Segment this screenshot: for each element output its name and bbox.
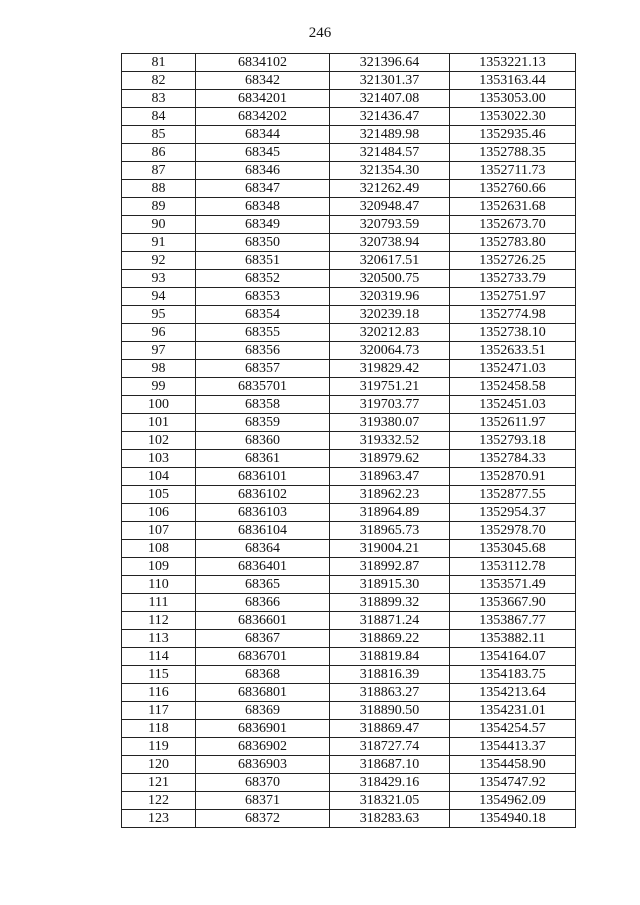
point-id-cell: 68359 [196, 414, 330, 432]
point-id-cell: 68346 [196, 162, 330, 180]
point-id-cell: 6834202 [196, 108, 330, 126]
x-coordinate-cell: 318979.62 [330, 450, 450, 468]
point-id-cell: 68347 [196, 180, 330, 198]
table-row [122, 288, 576, 306]
y-coordinate-cell: 1354940.18 [450, 810, 576, 828]
point-id-cell: 6834102 [196, 54, 330, 72]
point-id-cell: 68345 [196, 144, 330, 162]
y-coordinate-cell: 1354413.37 [450, 738, 576, 756]
row-index-cell: 101 [122, 414, 196, 432]
table-row [122, 342, 576, 360]
row-index-cell: 112 [122, 612, 196, 630]
y-coordinate-cell: 1352935.46 [450, 126, 576, 144]
y-coordinate-cell: 1352611.97 [450, 414, 576, 432]
point-id-cell: 6836103 [196, 504, 330, 522]
row-index-cell: 85 [122, 126, 196, 144]
table-row [122, 432, 576, 450]
x-coordinate-cell: 320500.75 [330, 270, 450, 288]
row-index-cell: 87 [122, 162, 196, 180]
x-coordinate-cell: 318964.89 [330, 504, 450, 522]
row-index-cell: 119 [122, 738, 196, 756]
point-id-cell: 68357 [196, 360, 330, 378]
row-index-cell: 111 [122, 594, 196, 612]
row-index-cell: 123 [122, 810, 196, 828]
y-coordinate-cell: 1354183.75 [450, 666, 576, 684]
point-id-cell: 68366 [196, 594, 330, 612]
y-coordinate-cell: 1352633.51 [450, 342, 576, 360]
y-coordinate-cell: 1353882.11 [450, 630, 576, 648]
table-row [122, 612, 576, 630]
x-coordinate-cell: 318869.22 [330, 630, 450, 648]
table-row [122, 468, 576, 486]
x-coordinate-cell: 318283.63 [330, 810, 450, 828]
point-id-cell: 6836104 [196, 522, 330, 540]
y-coordinate-cell: 1352774.98 [450, 306, 576, 324]
y-coordinate-cell: 1353867.77 [450, 612, 576, 630]
row-index-cell: 82 [122, 72, 196, 90]
table-row [122, 792, 576, 810]
table-row [122, 54, 576, 72]
point-id-cell: 68342 [196, 72, 330, 90]
y-coordinate-cell: 1352471.03 [450, 360, 576, 378]
y-coordinate-cell: 1352788.35 [450, 144, 576, 162]
table-row [122, 216, 576, 234]
y-coordinate-cell: 1352793.18 [450, 432, 576, 450]
row-index-cell: 94 [122, 288, 196, 306]
y-coordinate-cell: 1352458.58 [450, 378, 576, 396]
y-coordinate-cell: 1354213.64 [450, 684, 576, 702]
row-index-cell: 90 [122, 216, 196, 234]
table-row [122, 702, 576, 720]
row-index-cell: 96 [122, 324, 196, 342]
table-row [122, 594, 576, 612]
table-row [122, 450, 576, 468]
y-coordinate-cell: 1352877.55 [450, 486, 576, 504]
x-coordinate-cell: 321489.98 [330, 126, 450, 144]
row-index-cell: 81 [122, 54, 196, 72]
point-id-cell: 68360 [196, 432, 330, 450]
point-id-cell: 6835701 [196, 378, 330, 396]
table-row [122, 162, 576, 180]
x-coordinate-cell: 321484.57 [330, 144, 450, 162]
table-row [122, 108, 576, 126]
y-coordinate-cell: 1353053.00 [450, 90, 576, 108]
table-row [122, 720, 576, 738]
row-index-cell: 105 [122, 486, 196, 504]
y-coordinate-cell: 1353022.30 [450, 108, 576, 126]
table-row [122, 72, 576, 90]
table-row [122, 666, 576, 684]
table-row [122, 198, 576, 216]
x-coordinate-cell: 319751.21 [330, 378, 450, 396]
point-id-cell: 6836901 [196, 720, 330, 738]
table-row [122, 522, 576, 540]
y-coordinate-cell: 1352870.91 [450, 468, 576, 486]
table-row [122, 90, 576, 108]
point-id-cell: 68367 [196, 630, 330, 648]
x-coordinate-cell: 319004.21 [330, 540, 450, 558]
y-coordinate-cell: 1352673.70 [450, 216, 576, 234]
row-index-cell: 116 [122, 684, 196, 702]
y-coordinate-cell: 1352751.97 [450, 288, 576, 306]
table-row [122, 414, 576, 432]
row-index-cell: 93 [122, 270, 196, 288]
x-coordinate-cell: 320793.59 [330, 216, 450, 234]
y-coordinate-cell: 1352783.80 [450, 234, 576, 252]
row-index-cell: 100 [122, 396, 196, 414]
coordinates-table [121, 53, 576, 828]
row-index-cell: 107 [122, 522, 196, 540]
x-coordinate-cell: 318727.74 [330, 738, 450, 756]
x-coordinate-cell: 318890.50 [330, 702, 450, 720]
y-coordinate-cell: 1353045.68 [450, 540, 576, 558]
page-number: 246 [308, 25, 332, 41]
table-row [122, 684, 576, 702]
row-index-cell: 108 [122, 540, 196, 558]
y-coordinate-cell: 1352631.68 [450, 198, 576, 216]
y-coordinate-cell: 1352726.25 [450, 252, 576, 270]
x-coordinate-cell: 320738.94 [330, 234, 450, 252]
point-id-cell: 6836101 [196, 468, 330, 486]
y-coordinate-cell: 1352711.73 [450, 162, 576, 180]
x-coordinate-cell: 318899.32 [330, 594, 450, 612]
row-index-cell: 104 [122, 468, 196, 486]
row-index-cell: 98 [122, 360, 196, 378]
y-coordinate-cell: 1354254.57 [450, 720, 576, 738]
x-coordinate-cell: 318816.39 [330, 666, 450, 684]
table-row [122, 576, 576, 594]
y-coordinate-cell: 1352954.37 [450, 504, 576, 522]
x-coordinate-cell: 321354.30 [330, 162, 450, 180]
point-id-cell: 6836903 [196, 756, 330, 774]
y-coordinate-cell: 1352738.10 [450, 324, 576, 342]
row-index-cell: 113 [122, 630, 196, 648]
x-coordinate-cell: 319380.07 [330, 414, 450, 432]
point-id-cell: 6836701 [196, 648, 330, 666]
x-coordinate-cell: 318869.47 [330, 720, 450, 738]
x-coordinate-cell: 320239.18 [330, 306, 450, 324]
y-coordinate-cell: 1352784.33 [450, 450, 576, 468]
point-id-cell: 68348 [196, 198, 330, 216]
row-index-cell: 92 [122, 252, 196, 270]
row-index-cell: 109 [122, 558, 196, 576]
table-row [122, 504, 576, 522]
x-coordinate-cell: 320212.83 [330, 324, 450, 342]
x-coordinate-cell: 318962.23 [330, 486, 450, 504]
y-coordinate-cell: 1354747.92 [450, 774, 576, 792]
table-row [122, 810, 576, 828]
point-id-cell: 68354 [196, 306, 330, 324]
point-id-cell: 68364 [196, 540, 330, 558]
row-index-cell: 95 [122, 306, 196, 324]
coordinates-table-body [122, 54, 576, 828]
x-coordinate-cell: 318687.10 [330, 756, 450, 774]
x-coordinate-cell: 318819.84 [330, 648, 450, 666]
table-row [122, 630, 576, 648]
row-index-cell: 118 [122, 720, 196, 738]
x-coordinate-cell: 318871.24 [330, 612, 450, 630]
table-row [122, 396, 576, 414]
row-index-cell: 89 [122, 198, 196, 216]
point-id-cell: 68353 [196, 288, 330, 306]
y-coordinate-cell: 1354231.01 [450, 702, 576, 720]
x-coordinate-cell: 321436.47 [330, 108, 450, 126]
point-id-cell: 68352 [196, 270, 330, 288]
point-id-cell: 68349 [196, 216, 330, 234]
point-id-cell: 6836102 [196, 486, 330, 504]
table-row [122, 126, 576, 144]
row-index-cell: 86 [122, 144, 196, 162]
row-index-cell: 120 [122, 756, 196, 774]
row-index-cell: 106 [122, 504, 196, 522]
y-coordinate-cell: 1352760.66 [450, 180, 576, 198]
x-coordinate-cell: 321396.64 [330, 54, 450, 72]
table-row [122, 648, 576, 666]
point-id-cell: 6834201 [196, 90, 330, 108]
y-coordinate-cell: 1352978.70 [450, 522, 576, 540]
point-id-cell: 68351 [196, 252, 330, 270]
y-coordinate-cell: 1353571.49 [450, 576, 576, 594]
x-coordinate-cell: 318863.27 [330, 684, 450, 702]
row-index-cell: 84 [122, 108, 196, 126]
row-index-cell: 102 [122, 432, 196, 450]
row-index-cell: 110 [122, 576, 196, 594]
table-row [122, 324, 576, 342]
x-coordinate-cell: 320319.96 [330, 288, 450, 306]
row-index-cell: 83 [122, 90, 196, 108]
y-coordinate-cell: 1353221.13 [450, 54, 576, 72]
x-coordinate-cell: 321301.37 [330, 72, 450, 90]
table-row [122, 252, 576, 270]
y-coordinate-cell: 1353112.78 [450, 558, 576, 576]
table-row [122, 270, 576, 288]
x-coordinate-cell: 319332.52 [330, 432, 450, 450]
x-coordinate-cell: 319703.77 [330, 396, 450, 414]
x-coordinate-cell: 318992.87 [330, 558, 450, 576]
point-id-cell: 68356 [196, 342, 330, 360]
row-index-cell: 103 [122, 450, 196, 468]
point-id-cell: 6836401 [196, 558, 330, 576]
x-coordinate-cell: 318915.30 [330, 576, 450, 594]
x-coordinate-cell: 320948.47 [330, 198, 450, 216]
row-index-cell: 121 [122, 774, 196, 792]
point-id-cell: 68344 [196, 126, 330, 144]
y-coordinate-cell: 1352733.79 [450, 270, 576, 288]
point-id-cell: 68372 [196, 810, 330, 828]
x-coordinate-cell: 320064.73 [330, 342, 450, 360]
y-coordinate-cell: 1354962.09 [450, 792, 576, 810]
point-id-cell: 6836601 [196, 612, 330, 630]
point-id-cell: 68371 [196, 792, 330, 810]
row-index-cell: 115 [122, 666, 196, 684]
table-row [122, 738, 576, 756]
x-coordinate-cell: 318965.73 [330, 522, 450, 540]
table-row [122, 180, 576, 198]
row-index-cell: 99 [122, 378, 196, 396]
table-row [122, 234, 576, 252]
point-id-cell: 68361 [196, 450, 330, 468]
y-coordinate-cell: 1352451.03 [450, 396, 576, 414]
point-id-cell: 68369 [196, 702, 330, 720]
table-row [122, 756, 576, 774]
x-coordinate-cell: 321407.08 [330, 90, 450, 108]
row-index-cell: 117 [122, 702, 196, 720]
row-index-cell: 88 [122, 180, 196, 198]
table-row [122, 558, 576, 576]
x-coordinate-cell: 318429.16 [330, 774, 450, 792]
y-coordinate-cell: 1354164.07 [450, 648, 576, 666]
x-coordinate-cell: 318321.05 [330, 792, 450, 810]
point-id-cell: 68368 [196, 666, 330, 684]
row-index-cell: 114 [122, 648, 196, 666]
y-coordinate-cell: 1353163.44 [450, 72, 576, 90]
point-id-cell: 68355 [196, 324, 330, 342]
y-coordinate-cell: 1354458.90 [450, 756, 576, 774]
table-row [122, 378, 576, 396]
point-id-cell: 68358 [196, 396, 330, 414]
row-index-cell: 122 [122, 792, 196, 810]
table-row [122, 306, 576, 324]
point-id-cell: 6836801 [196, 684, 330, 702]
table-row [122, 486, 576, 504]
table-row [122, 360, 576, 378]
row-index-cell: 91 [122, 234, 196, 252]
point-id-cell: 6836902 [196, 738, 330, 756]
table-row [122, 144, 576, 162]
y-coordinate-cell: 1353667.90 [450, 594, 576, 612]
x-coordinate-cell: 319829.42 [330, 360, 450, 378]
point-id-cell: 68365 [196, 576, 330, 594]
x-coordinate-cell: 320617.51 [330, 252, 450, 270]
x-coordinate-cell: 318963.47 [330, 468, 450, 486]
point-id-cell: 68350 [196, 234, 330, 252]
x-coordinate-cell: 321262.49 [330, 180, 450, 198]
table-row [122, 540, 576, 558]
point-id-cell: 68370 [196, 774, 330, 792]
table-row [122, 774, 576, 792]
row-index-cell: 97 [122, 342, 196, 360]
